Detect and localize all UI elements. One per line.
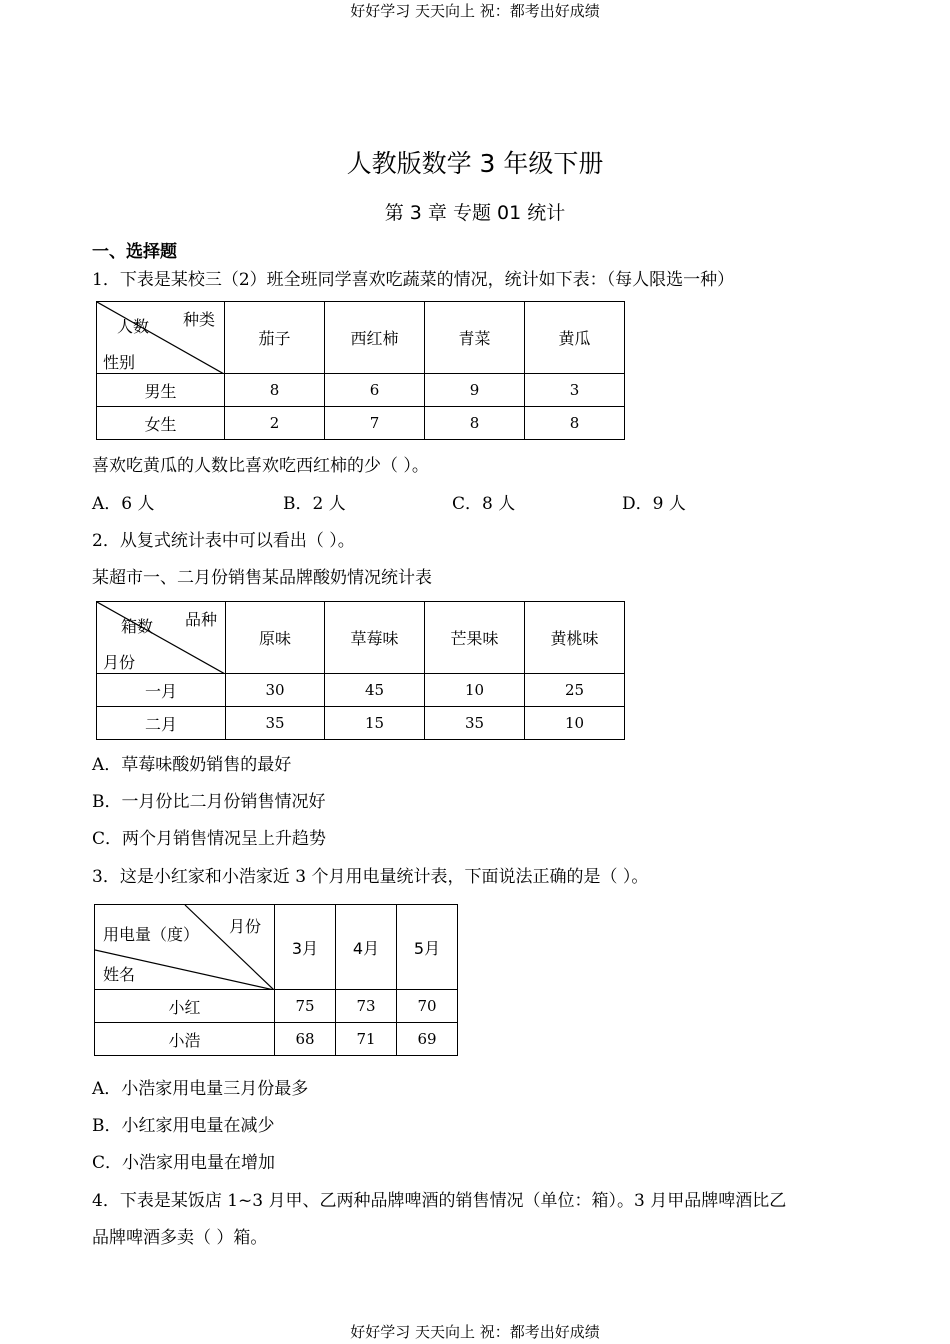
q2-cell: 10 (525, 707, 625, 740)
q3-corner-top: 月份 (229, 917, 262, 936)
q3-cell: 75 (275, 990, 336, 1023)
q4-stem-line2: 品牌啤酒多卖（ ）箱。 (92, 1228, 268, 1248)
q3-stem: 3．这是小红家和小浩家近 3 个月用电量统计表，下面说法正确的是（ ）。 (92, 867, 649, 887)
table-row (97, 407, 625, 440)
table-row (97, 707, 625, 740)
q2-cell: 35 (226, 707, 325, 740)
q1-cell: 9 (425, 374, 525, 407)
q1-cell: 8 (225, 374, 325, 407)
q3-table-corner (95, 905, 275, 990)
table-row (95, 990, 458, 1023)
q2-corner-bottom: 月份 (103, 653, 136, 672)
q1-corner-mid: 人数 (117, 317, 150, 336)
page-footer: 好好学习 天天向上 祝：都考出好成绩 (350, 1323, 600, 1341)
q2-table (96, 601, 625, 740)
page-title: 人教版数学 3 年级下册 (346, 149, 604, 178)
q1-corner-top: 种类 (183, 310, 216, 329)
q3-option-a: A．小浩家用电量三月份最多 (92, 1079, 309, 1099)
q2-cell: 35 (425, 707, 525, 740)
q2-table-corner (97, 602, 226, 674)
q3-option-c: C．小浩家用电量在增加 (92, 1153, 276, 1173)
q1-header-cell: 茄子 (225, 302, 325, 374)
q2-cell: 25 (525, 674, 625, 707)
q1-row-label: 女生 (97, 407, 225, 440)
table-row (95, 1023, 458, 1056)
q3-header-cell: 5月 (397, 905, 458, 990)
q3-corner-bottom: 姓名 (103, 965, 136, 984)
q2-header-cell: 草莓味 (325, 602, 425, 674)
q2-cell: 15 (325, 707, 425, 740)
q2-stem: 2．从复式统计表中可以看出（ ）。 (92, 531, 355, 551)
page-header: 好好学习 天天向上 祝：都考出好成绩 (350, 2, 600, 20)
q1-option-a: A．6 人 (92, 494, 155, 514)
q3-header-cell: 4月 (336, 905, 397, 990)
q2-header-cell: 原味 (226, 602, 325, 674)
q1-header-cell: 青菜 (425, 302, 525, 374)
q1-header-cell: 西红柿 (325, 302, 425, 374)
q3-cell: 70 (397, 990, 458, 1023)
q3-corner-mid: 用电量（度） (103, 925, 200, 944)
q2-header-cell: 黄桃味 (525, 602, 625, 674)
q4-stem-line1: 4．下表是某饭店 1~3 月甲、乙两种品牌啤酒的销售情况（单位：箱）。3 月甲品牌啤酒比乙 (92, 1191, 787, 1211)
q1-question: 喜欢吃黄瓜的人数比喜欢吃西红柿的少（ ）。 (92, 456, 429, 476)
q1-corner-bottom: 性别 (103, 353, 136, 372)
q2-option-a: A．草莓味酸奶销售的最好 (92, 755, 292, 775)
q3-cell: 71 (336, 1023, 397, 1056)
q3-cell: 68 (275, 1023, 336, 1056)
q2-option-b: B．一月份比二月份销售情况好 (92, 792, 326, 812)
q3-cell: 73 (336, 990, 397, 1023)
q1-row-label: 男生 (97, 374, 225, 407)
q2-option-c: C．两个月销售情况呈上升趋势 (92, 829, 327, 849)
q1-table (96, 301, 625, 440)
q1-option-b: B．2 人 (283, 494, 346, 514)
q1-option-c: C．8 人 (452, 494, 516, 514)
q2-row-label: 二月 (97, 707, 226, 740)
q1-cell: 2 (225, 407, 325, 440)
table-row (97, 374, 625, 407)
q2-cell: 45 (325, 674, 425, 707)
q1-option-d: D．9 人 (622, 494, 686, 514)
q1-cell: 7 (325, 407, 425, 440)
table-row (97, 674, 625, 707)
q2-corner-top: 品种 (185, 610, 218, 629)
q3-table (94, 904, 458, 1056)
q2-cell: 10 (425, 674, 525, 707)
q2-caption: 某超市一、二月份销售某品牌酸奶情况统计表 (92, 568, 432, 588)
q3-row-label: 小浩 (95, 1023, 275, 1056)
q3-option-b: B．小红家用电量在减少 (92, 1116, 275, 1136)
q1-cell: 8 (525, 407, 625, 440)
q2-header-cell: 芒果味 (425, 602, 525, 674)
chapter-subtitle: 第 3 章 专题 01 统计 (384, 202, 566, 224)
q3-row-label: 小红 (95, 990, 275, 1023)
q1-header-cell: 黄瓜 (525, 302, 625, 374)
q3-header-cell: 3月 (275, 905, 336, 990)
q1-cell: 3 (525, 374, 625, 407)
q3-cell: 69 (397, 1023, 458, 1056)
q1-cell: 8 (425, 407, 525, 440)
q2-row-label: 一月 (97, 674, 226, 707)
q1-table-corner (97, 302, 225, 374)
q1-stem: 1．下表是某校三（2）班全班同学喜欢吃蔬菜的情况，统计如下表：（每人限选一种） (92, 270, 735, 290)
q2-cell: 30 (226, 674, 325, 707)
q2-corner-mid: 箱数 (121, 617, 154, 636)
q1-cell: 6 (325, 374, 425, 407)
section-heading: 一、选择题 (92, 242, 177, 262)
